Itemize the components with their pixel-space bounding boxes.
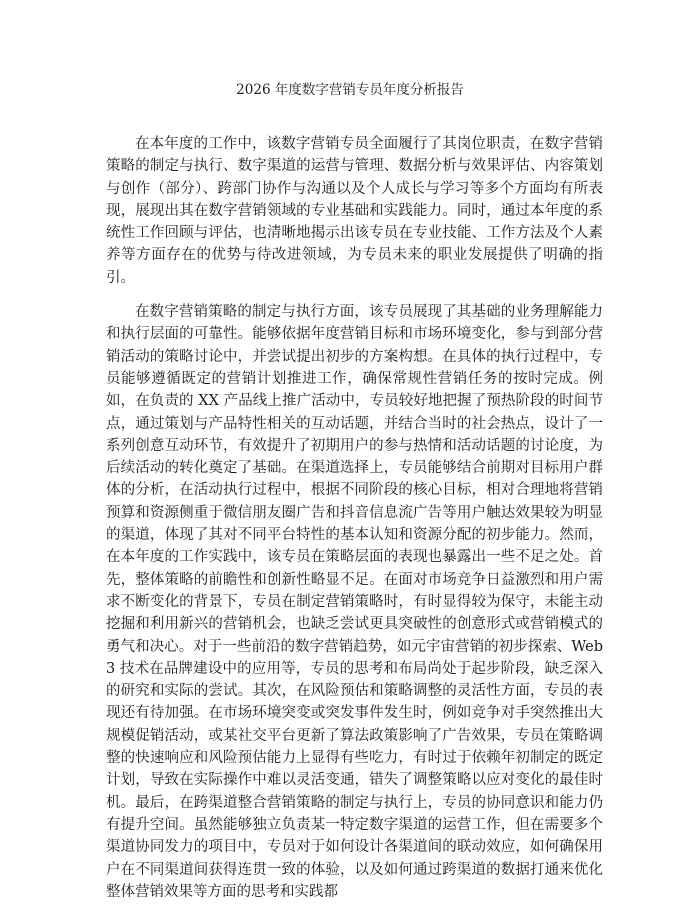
document-body — [106, 133, 603, 915]
paragraph-strategy: 在数字营销策略的制定与执行方面，该专员展现了其基础的业务理解能力和执行层面的可靠性。能够依据年度营销目标和市场环境变化，参与到部分营销活动的策略讨论中，并尝试提出初步的方案构想。在具体的执行过程中，专员能够遵循既定的营销计划推进工作，确保常规性营销任务的按时完成。例如，在负责的 XX 产品线上推广活动中，专员较好地把握了预热阶段的时间节点，通过策划与产品特性相关的互动话题，并结合当时的社会热点，设计了一系列创意互动环节，有效提升了初期用户的参与热情和活动话题的讨论度，为后续活动的转化奠定了基础。在渠道选择上，专员能够结合前期对目标用户群体的分析，在活动执行过程中，根据不同阶段的核心目标，相对合理地将营销预算和资源侧重于微信朋友圈广告和抖音信息流广告等用户触达效果较为明显的渠道，体现了其对不同平台特性的基本认知和资源分配的初步能力。然而，在本年度的工作实践中，该专员在策略层面的表现也暴露出一些不足之处。首先，整体策略的前瞻性和创新性略显不足。在面对市场竞争日益激烈和用户需求不断变化的背景下，专员在制定营销策略时，有时显得较为保守，未能主动挖掘和利用新兴的营销机会，也缺乏尝试更具突破性的创意形式或营销模式的勇气和决心。对于一些前沿的数字营销趋势，如元宇宙营销的初步探索、Web3 技术在品牌建设中的应用等，专员的思考和布局尚处于起步阶段，缺乏深入的研究和实际的尝试。其次，在风险预估和策略调整的灵活性方面，专员的表现还有待加强。在市场环境突变或突发事件发生时，例如竞争对手突然推出大规模促销活动，或某社交平台更新了算法政策影响了广告效果，专员在策略调整的快速响应和风险预估能力上显得有些吃力，有时过于依赖年初制定的既定计划，导致在实际操作中难以灵活变通，错失了调整策略以应对变化的最佳时机。最后，在跨渠道整合营销策略的制定与执行上，专员的协同意识和能力仍有提升空间。虽然能够独立负责某一特定数字渠道的运营工作，但在需要多个渠道协同发力的项目中，专员对于如何设计各渠道间的联动效应，如何确保用户在不同渠道间获得连贯一致的体验，以及如何通过跨渠道的数据打通来优化整体营销效果等方面的思考和实践都 — [106, 304, 603, 900]
paragraph-intro: 在本年度的工作中，该数字营销专员全面履行了其岗位职责，在数字营销策略的制定与执行、数字渠道的运营与管理、数据分析与效果评估、内容策划与创作（部分）、跨部门协作与沟通以及个人成长与学习等多个方面均有所表现，展现出其在数字营销领域的专业基础和实践能力。同时，通过本年度的系统性工作回顾与评估，也清晰地揭示出该专员在专业技能、工作方法及个人素养等方面存在的优势与待改进领域，为专员未来的职业发展提供了明确的指引。 — [106, 136, 603, 286]
document-title: 2026 年度数字营销专员年度分析报告 — [236, 82, 464, 98]
